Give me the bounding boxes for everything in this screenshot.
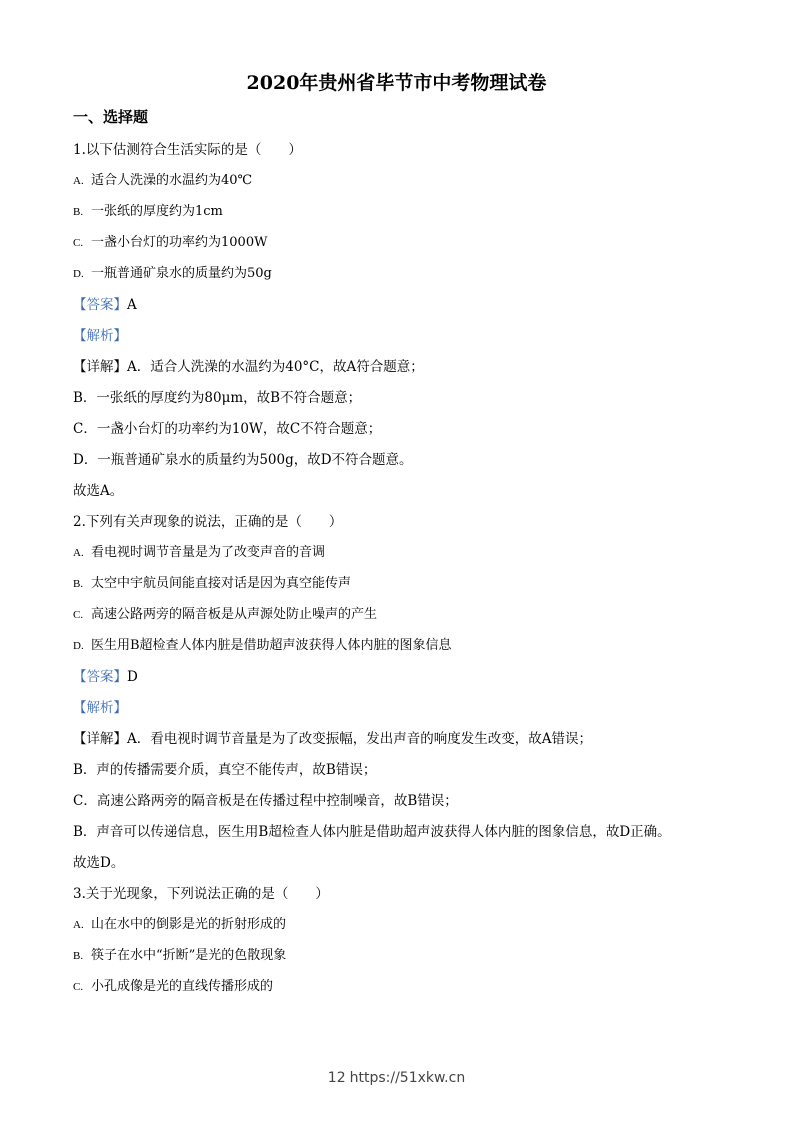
option-letter: A. [73,175,84,187]
page-number: 12 [327,1070,346,1086]
explanation-line [73,417,723,448]
option-item [73,231,723,262]
answer-line [73,665,723,696]
explanation-line [73,758,723,789]
question-text [73,138,723,169]
question-text [73,510,723,541]
content-lines [73,138,723,1006]
option-letter: D. [73,640,84,652]
option-item [73,262,723,293]
option-item [73,975,723,1006]
line-text: D．一瓶普通矿泉水的质量约为500g，故D不符合题意。 [73,452,413,468]
option-item [73,572,723,603]
section-label: 【解析】 [73,328,127,344]
section-label: 【详解】 [73,731,127,747]
page-footer [0,1068,793,1088]
analysis-line [73,324,723,355]
option-letter: C. [73,981,84,993]
line-text: 故选A。 [73,483,124,499]
explanation-line [73,479,723,510]
line-text: C．高速公路两旁的隔音板是在传播过程中控制噪音，故B错误； [73,793,458,809]
line-text: A．看电视时调节音量是为了改变振幅，发出声音的响度发生改变，故A错误； [127,731,592,747]
explanation-line [73,448,723,479]
line-text: 3.关于光现象，下列说法正确的是（ ） [73,886,329,902]
line-text: 小孔成像是光的直线传播形成的 [91,979,274,994]
question-text [73,882,723,913]
section-label: 【详解】 [73,359,127,375]
detail-line [73,355,723,386]
line-text: 故选D。 [73,855,125,871]
line-text: 一张纸的厚度约为1cm [91,204,223,219]
line-text: 一盏小台灯的功率约为1000W [91,235,268,250]
analysis-line [73,696,723,727]
option-item [73,169,723,200]
option-letter: D. [73,268,84,280]
line-text: A．适合人洗澡的水温约为40°C，故A符合题意； [127,359,424,375]
option-letter: C. [73,237,84,249]
option-item [73,541,723,572]
line-text: B．声音可以传递信息，医生用B超检查人体内脏是借助超声波获得人体内脏的图象信息，故D正确。 [73,824,671,840]
line-text: 2.下列有关声现象的说法，正确的是（ ） [73,514,343,530]
section-heading: 一、选择题 [73,108,149,126]
explanation-line [73,851,723,882]
detail-line [73,727,723,758]
explanation-line [73,386,723,417]
page-title: 2020年贵州省毕节市中考物理试卷 [246,72,547,94]
option-letter: C. [73,609,84,621]
line-text: 高速公路两旁的隔音板是从声源处防止噪声的产生 [91,607,378,622]
line-text: 1.以下估测符合生活实际的是（ ） [73,142,302,158]
option-item [73,913,723,944]
line-text: 一瓶普通矿泉水的质量约为50g [91,266,272,281]
line-text: 看电视时调节音量是为了改变声音的音调 [91,545,326,560]
option-item [73,200,723,231]
line-text: D [127,669,138,685]
option-item [73,603,723,634]
option-item [73,634,723,665]
line-text: 太空中宇航员间能直接对话是因为真空能传声 [91,576,352,591]
section-label: 【解析】 [73,700,127,716]
line-text: C．一盏小台灯的功率约为10W，故C不符合题意； [73,421,382,437]
option-letter: B. [73,578,84,590]
line-text: 适合人洗澡的水温约为40℃ [91,173,253,188]
option-letter: A. [73,919,84,931]
section-label: 【答案】 [73,297,127,313]
option-letter: B. [73,206,84,218]
explanation-line [73,789,723,820]
footer-url: https://51xkw.cn [349,1070,466,1086]
option-letter: B. [73,950,84,962]
line-text: 山在水中的倒影是光的折射形成的 [91,917,287,932]
line-text: A [127,297,137,313]
option-item [73,944,723,975]
explanation-line [73,820,723,851]
answer-line [73,293,723,324]
line-text: B．一张纸的厚度约为80μm，故B不符合题意； [73,390,362,406]
line-text: 医生用B超检查人体内脏是借助超声波获得人体内脏的图象信息 [91,638,452,653]
line-text: B．声的传播需要介质，真空不能传声，故B错误； [73,762,377,778]
option-letter: A. [73,547,84,559]
line-text: 筷子在水中“折断”是光的色散现象 [91,948,287,963]
section-label: 【答案】 [73,669,127,685]
